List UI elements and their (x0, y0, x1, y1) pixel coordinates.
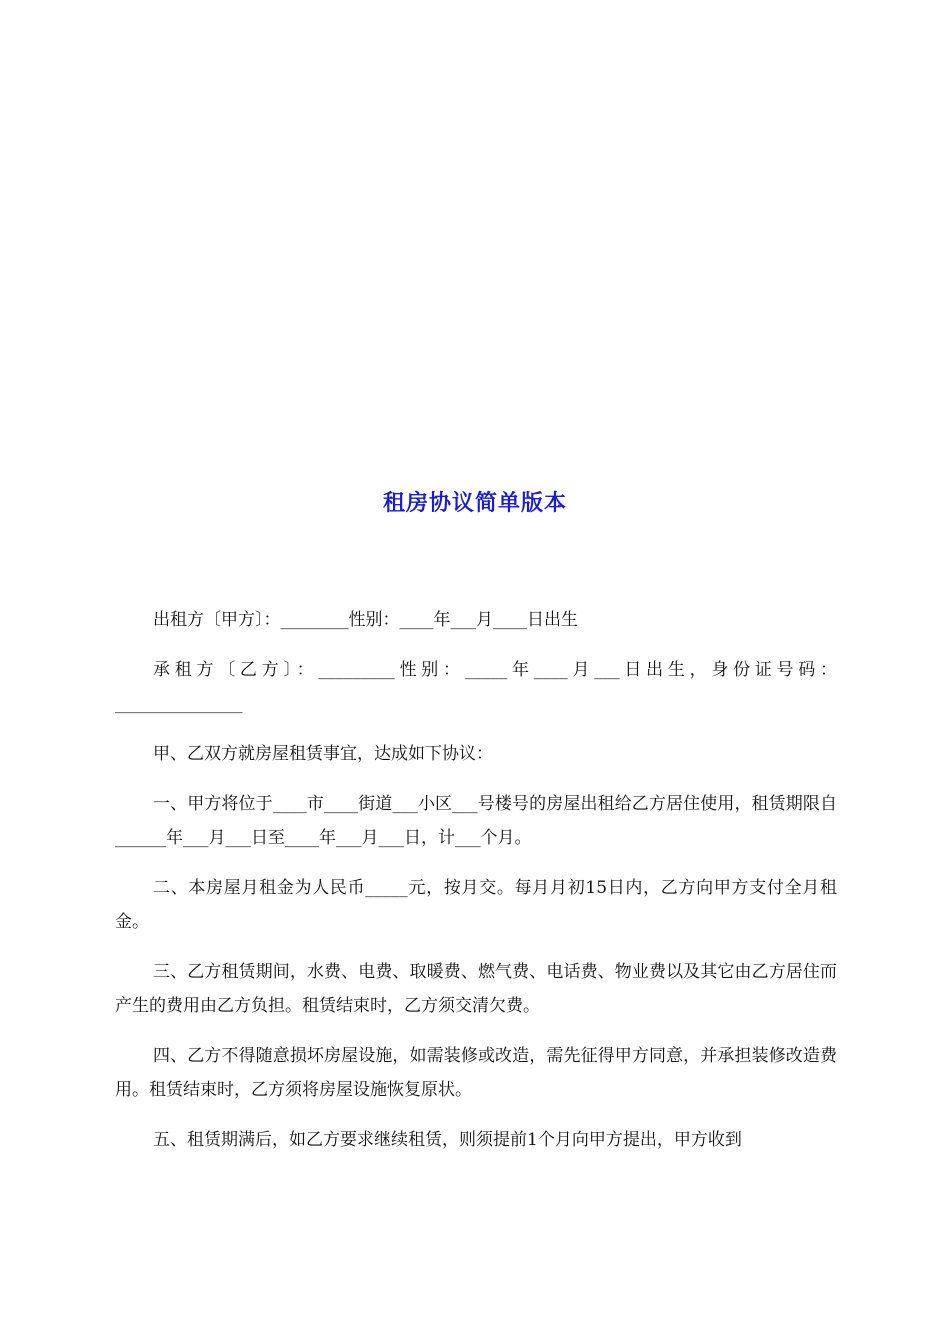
document-body (115, 603, 837, 1171)
paragraph-clause-3: 三、乙方租赁期间，水费、电费、取暖费、燃气费、电话费、物业费以及其它由乙方居住而产生的费用由乙方负担。租赁结束时，乙方须交清欠费。 (115, 962, 837, 1016)
paragraph-agreement-intro: 甲、乙双方就房屋租赁事宜，达成如下协议： (153, 744, 493, 764)
paragraph-clause-1: 一、甲方将位于____市____街道___小区___号楼号的房屋出租给乙方居住使用，租赁期限自______年___月___日至____年___月___日，计___个月。 (115, 794, 837, 848)
document-title: 租房协议简单版本 (382, 490, 567, 516)
paragraph-clause-2: 二、本房屋月租金为人民币_____元，按月交。每月月初15日内，乙方向甲方支付全月租金。 (115, 878, 837, 932)
paragraph-clause-4: 四、乙方不得随意损坏房屋设施，如需装修或改造，需先征得甲方同意，并承担装修改造费用。租赁结束时，乙方须将房屋设施恢复原状。 (115, 1046, 837, 1100)
paragraph-clause-5: 五、租赁期满后，如乙方要求继续租赁，则须提前1个月向甲方提出，甲方收到 (153, 1130, 742, 1150)
paragraph-lessor: 出租方〔甲方〕：________性别：____年___月____日出生 (153, 610, 578, 630)
paragraph-lessee: 承租方〔乙方〕：_________性别：_____年____月___日出生，身份证号码：_______________ (115, 660, 837, 714)
